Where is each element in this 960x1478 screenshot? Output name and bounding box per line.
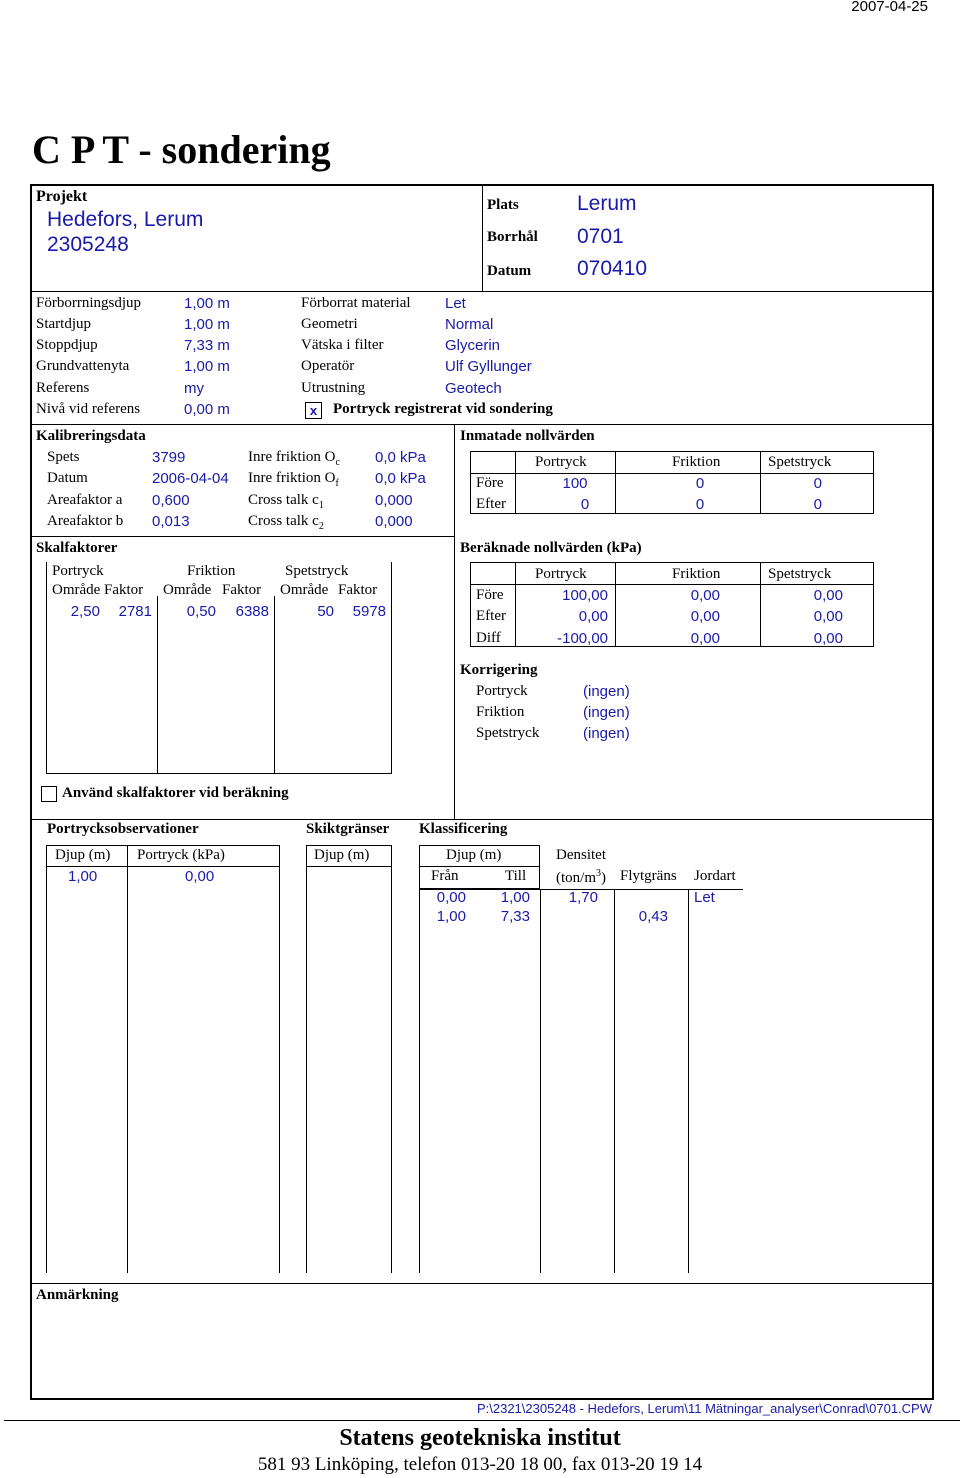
scale-col-header: Faktor: [222, 582, 262, 598]
pore-obs-header: Portryck (kPa): [137, 847, 225, 863]
setup-label: Operatör: [301, 358, 355, 374]
layers-title: Skiktgränser: [306, 821, 390, 837]
zero-calc-value: 0,00: [690, 608, 720, 625]
setup-value: Let: [445, 295, 466, 312]
zero-input-value: 0: [580, 496, 590, 513]
crosstalk-value: 0,000: [375, 492, 413, 509]
pore-obs-value: 0,00: [185, 868, 215, 885]
classification-to: 1,00: [500, 889, 530, 906]
density-header: Densitet: [556, 847, 606, 863]
scale-group-name: Friktion: [187, 563, 236, 579]
depth-value: 1,00 m: [184, 295, 230, 312]
classification-from: 1,00: [436, 908, 466, 925]
zero-input-value: 100: [562, 475, 588, 492]
zero-calc-header: Spetstryck: [768, 566, 832, 582]
classification-to: 7,33: [500, 908, 530, 925]
scale-value: 6388: [235, 603, 269, 620]
zero-input-value: 0: [695, 496, 705, 513]
setup-label: Vätska i filter: [301, 337, 384, 353]
scale-group-name: Spetstryck: [285, 563, 349, 579]
zero-input-row-label: Före: [476, 475, 504, 491]
calibration-value: 2006-04-04: [152, 470, 229, 487]
layers-header: Djup (m): [314, 847, 370, 863]
project-number: 2305248: [47, 233, 129, 256]
scale-value: 50: [317, 603, 334, 620]
zero-calc-value: 0,00: [813, 608, 843, 625]
calibration-label: Spets: [47, 449, 80, 465]
zero-calc-row-label: Diff: [476, 630, 501, 646]
friction-label: Inre friktion $O_f$: [248, 470, 339, 489]
pore-pressure-label: Portryck registrerat vid sondering: [333, 401, 553, 417]
depth-value: 0,00 m: [184, 401, 230, 418]
borrhal-value: 0701: [577, 225, 624, 248]
scale-value: 2,50: [70, 603, 100, 620]
zero-input-title: Inmatade nollvärden: [460, 428, 595, 444]
zero-input-header: Friktion: [672, 454, 721, 470]
scale-group-name: Portryck: [52, 563, 104, 579]
pore-obs-table: [46, 845, 280, 1273]
density-unit: $(ton/m^3)$: [556, 868, 606, 886]
depth-label: Stoppdjup: [36, 337, 98, 353]
zero-calc-header: Portryck: [535, 566, 587, 582]
correction-label: Portryck: [476, 683, 528, 699]
scale-value: 5978: [352, 603, 386, 620]
depth-value: my: [184, 380, 204, 397]
correction-value: (ingen): [583, 704, 630, 721]
zero-calc-value: 0,00: [578, 608, 608, 625]
depth-value: 7,33 m: [184, 337, 230, 354]
flow-limit-header: Flytgräns: [620, 868, 677, 884]
print-date: 2007-04-25: [851, 0, 928, 15]
classification-to-header: Till: [505, 868, 527, 884]
zero-input-header: Spetstryck: [768, 454, 832, 470]
classification-from-header: Från: [431, 868, 459, 884]
zero-input-value: 0: [695, 475, 705, 492]
classification-flow: 0,43: [638, 908, 668, 925]
depth-label: Nivå vid referens: [36, 401, 141, 417]
scale-col-header: Område: [163, 582, 212, 598]
correction-label: Friktion: [476, 704, 525, 720]
calibration-title: Kalibreringsdata: [36, 428, 146, 444]
zero-input-row-label: Efter: [476, 496, 506, 512]
file-path: P:\2321\2305248 - Hedefors, Lerum\11 Mätningar_analyser\Conrad\0701.CPW: [476, 1401, 932, 1416]
plats-label: Plats: [487, 197, 519, 213]
project-name: Hedefors, Lerum: [47, 208, 204, 231]
scale-col-header: Område: [52, 582, 101, 598]
zero-calc-value: 100,00: [562, 587, 608, 604]
zero-input-value: 0: [813, 475, 822, 492]
calibration-label: Datum: [47, 470, 88, 486]
pore-obs-title: Portrycksobservationer: [47, 821, 199, 837]
scale-col-header: Område: [280, 582, 329, 598]
scale-col-header: Faktor: [338, 582, 378, 598]
setup-value: Geotech: [445, 380, 502, 397]
calibration-value: 0,600: [152, 492, 190, 509]
zero-calc-value: -100,00: [557, 630, 608, 647]
zero-calc-value: 0,00: [813, 587, 843, 604]
calibration-label: Areafaktor b: [47, 513, 124, 529]
crosstalk-value: 0,000: [375, 513, 413, 530]
organization-address: 581 93 Linköping, telefon 013-20 18 00, fax 013-20 19 14: [257, 1454, 703, 1475]
calibration-value: 3799: [152, 449, 186, 466]
pore-pressure-checkbox[interactable]: x: [305, 402, 322, 419]
zero-calc-title: Beräknade nollvärden (kPa): [460, 540, 642, 556]
crosstalk-label: Cross talk $c_1$: [248, 492, 324, 511]
crosstalk-label: Cross talk $c_2$: [248, 513, 324, 532]
page-title: C P T - sondering: [32, 127, 331, 172]
calibration-label: Areafaktor a: [47, 492, 123, 508]
zero-calc-value: 0,00: [813, 630, 843, 647]
friction-value: 0,0 kPa: [375, 449, 426, 466]
depth-label: Grundvattenyta: [36, 358, 130, 374]
organization-name: Statens geotekniska institut: [339, 1425, 621, 1451]
zero-input-header: Portryck: [535, 454, 587, 470]
setup-label: Geometri: [301, 316, 358, 332]
setup-label: Förborrat material: [301, 295, 411, 311]
borrhal-label: Borrhål: [487, 229, 538, 245]
calibration-value: 0,013: [152, 513, 190, 530]
depth-label: Referens: [36, 380, 90, 396]
project-label: Projekt: [36, 188, 88, 205]
setup-value: Glycerin: [445, 337, 501, 354]
correction-title: Korrigering: [460, 662, 538, 678]
classification-soil: Let: [694, 889, 715, 906]
scale-value: 0,50: [186, 603, 216, 620]
zero-input-value: 0: [813, 496, 822, 513]
setup-value: Normal: [445, 316, 494, 333]
use-scale-checkbox[interactable]: [41, 786, 57, 802]
setup-value: Ulf Gyllunger: [445, 358, 532, 375]
correction-value: (ingen): [583, 683, 630, 700]
datum-label: Datum: [487, 263, 532, 279]
remark-title: Anmärkning: [36, 1287, 119, 1303]
depth-value: 1,00 m: [184, 316, 230, 333]
scale-value: 2781: [118, 603, 152, 620]
soil-type-header: Jordart: [694, 868, 736, 884]
friction-label: Inre friktion $O_c$: [248, 449, 340, 468]
datum-value: 070410: [577, 257, 648, 280]
plats-value: Lerum: [577, 192, 637, 215]
zero-calc-row-label: Efter: [476, 608, 506, 624]
zero-calc-row-label: Före: [476, 587, 504, 603]
pore-obs-header: Djup (m): [55, 847, 111, 863]
zero-calc-value: 0,00: [690, 630, 720, 647]
correction-label: Spetstryck: [476, 725, 540, 741]
use-scale-label: Använd skalfaktorer vid beräkning: [62, 785, 289, 801]
classification-density: 1,70: [568, 889, 598, 906]
correction-value: (ingen): [583, 725, 630, 742]
scale-title: Skalfaktorer: [36, 540, 118, 556]
depth-label: Startdjup: [36, 316, 91, 332]
friction-value: 0,0 kPa: [375, 470, 426, 487]
scale-col-header: Faktor: [104, 582, 144, 598]
zero-calc-header: Friktion: [672, 566, 721, 582]
classification-depth-header: Djup (m): [446, 847, 502, 863]
zero-calc-value: 0,00: [690, 587, 720, 604]
layers-table: [306, 845, 392, 1273]
classification-title: Klassificering: [419, 821, 508, 837]
classification-from: 0,00: [436, 889, 466, 906]
depth-label: Förborrningsdjup: [36, 295, 141, 311]
setup-label: Utrustning: [301, 380, 366, 396]
depth-value: 1,00 m: [184, 358, 230, 375]
pore-obs-value: 1,00: [68, 868, 98, 885]
